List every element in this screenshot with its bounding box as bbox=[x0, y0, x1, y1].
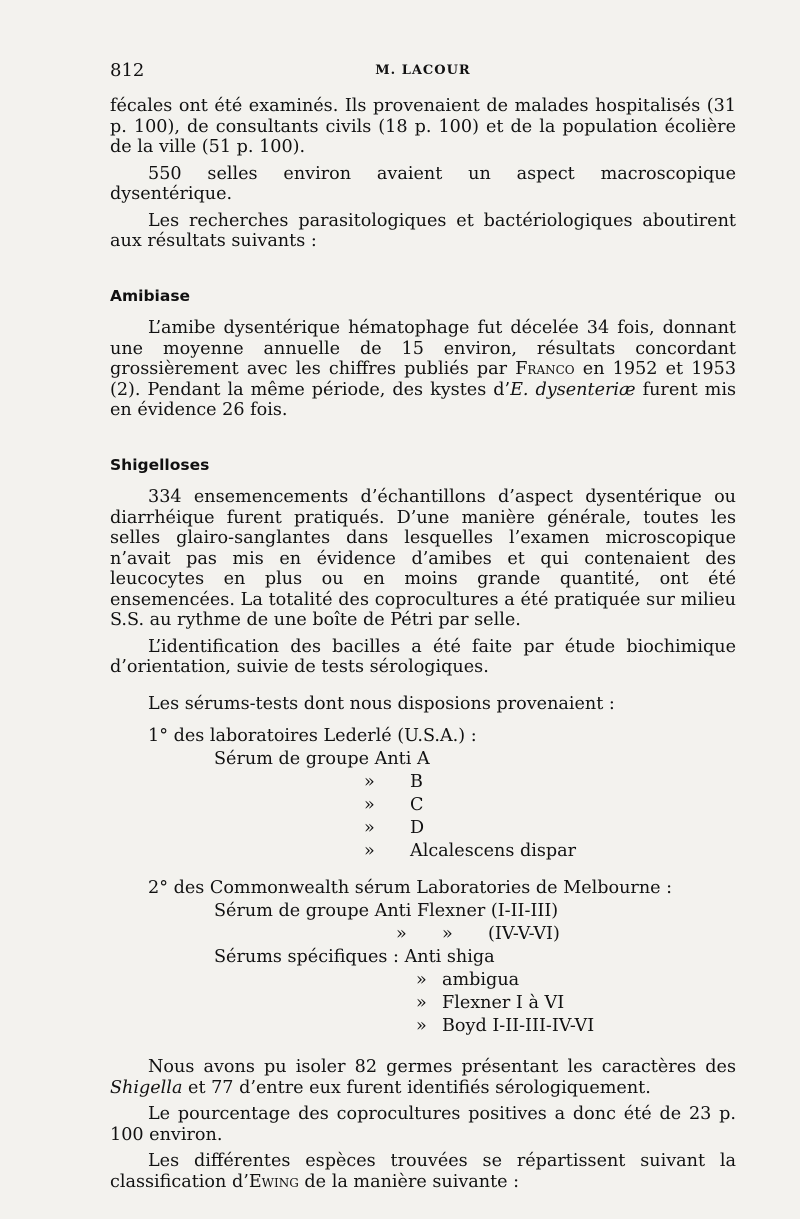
ditto-mark: » bbox=[364, 841, 375, 861]
ditto-mark: » bbox=[442, 924, 453, 944]
serum-list-lederle bbox=[110, 726, 736, 864]
list-item-label: (IV-V-VI) bbox=[488, 924, 560, 944]
paragraph: Les recherches parasitologiques et bactériologiques aboutirent aux résultats suivants : bbox=[110, 210, 736, 251]
list-item bbox=[110, 818, 736, 841]
species-name: E. dysenteriæ bbox=[510, 379, 636, 400]
list-item bbox=[110, 795, 736, 818]
text: et 77 d’entre eux furent identifiés sérologiquement. bbox=[188, 1077, 651, 1098]
list-item: Sérums spécifiques : Anti shiga bbox=[214, 947, 495, 967]
text: Les différentes espèces trouvées se répartissent suivant la classification d’ bbox=[110, 1151, 736, 1192]
ditto-mark: » bbox=[416, 970, 427, 990]
section-heading-amibiase: Amibiase bbox=[110, 286, 191, 305]
list-item bbox=[110, 772, 736, 795]
list-intro: 2° des Commonwealth sérum Laboratories de Melbourne : bbox=[148, 878, 673, 898]
paragraph: fécales ont été examinés. Ils provenaient de malades hospitalisés (31 p. 100), de consultants civils (18 p. 100) et de la population écolière de la ville (51 p. 100). bbox=[110, 96, 736, 157]
paragraph: Le pourcentage des coprocultures positives a donc été de 23 p. 100 environ. bbox=[110, 1104, 736, 1145]
list-intro: 1° des laboratoires Lederlé (U.S.A.) : bbox=[148, 726, 477, 746]
ditto-mark: » bbox=[364, 795, 375, 815]
paragraph: 550 selles environ avaient un aspect macroscopique dysentérique. bbox=[110, 163, 736, 204]
list-item-label: Alcalescens dispar bbox=[410, 841, 577, 861]
page-header bbox=[110, 60, 736, 84]
list-item-label: C bbox=[410, 795, 424, 815]
author-name: Franco bbox=[515, 359, 575, 379]
list-item-label: D bbox=[410, 818, 425, 838]
paragraph-amibiase bbox=[110, 318, 736, 421]
paragraph: L’identification des bacilles a été faite par étude biochimique d’orientation, suivie de tests sérologiques. bbox=[110, 636, 736, 677]
page-body bbox=[110, 96, 736, 1192]
list-item-label: B bbox=[410, 772, 423, 792]
text: en 1952 et 1953 (2). Pendant la même période, des kystes d’ bbox=[110, 359, 737, 400]
genus-name: Shigella bbox=[110, 1077, 183, 1098]
list-item-label: Flexner I à VI bbox=[442, 993, 565, 1013]
text: de la manière suivante : bbox=[304, 1171, 520, 1192]
list-item bbox=[110, 841, 736, 864]
text: furent mis en évidence 26 fois. bbox=[110, 379, 737, 420]
list-item bbox=[110, 970, 736, 993]
list-item: Sérum de groupe Anti Flexner (I-II-III) bbox=[214, 901, 559, 921]
author-name: Ewing bbox=[248, 1171, 299, 1192]
list-item bbox=[110, 1016, 736, 1039]
ditto-mark: » bbox=[396, 924, 407, 944]
ditto-mark: » bbox=[416, 1016, 427, 1036]
running-head: M. LACOUR bbox=[375, 63, 471, 78]
ditto-mark: » bbox=[364, 772, 375, 792]
ditto-mark: » bbox=[416, 993, 427, 1013]
paragraph bbox=[110, 1151, 736, 1192]
list-item: Sérum de groupe Anti A bbox=[214, 749, 430, 769]
ditto-mark: » bbox=[364, 818, 375, 838]
text: L’amibe dysentérique hématophage fut décelée 34 fois, donnant une moyenne annuelle de 15 environ, résultats concordant grossièrement avec les chiffres publiés par bbox=[110, 318, 736, 379]
text: Nous avons pu isoler 82 germes présentant les caractères des bbox=[148, 1057, 736, 1077]
paragraph: 334 ensemencements d’échantillons d’aspect dysentérique ou diarrhéique furent pratiqués. D’une manière générale, toutes les selles glairo-sanglantes dans lesquelles l’examen microscopique n’avait pas mis en évidence d’amibes et qui contenaient des leucocytes en plus ou en moins grande quantité, ont été ensemencées. La totalité des coprocultures a été pratiquée sur milieu S.S. au rythme de une boîte de Pétri par selle. bbox=[110, 487, 736, 630]
paragraph: Les sérums-tests dont nous disposions provenaient : bbox=[148, 693, 615, 714]
paragraph bbox=[110, 1057, 736, 1098]
page-number: 812 bbox=[110, 60, 145, 81]
list-item bbox=[110, 993, 736, 1016]
list-item-label: Boyd I-II-III-IV-VI bbox=[442, 1016, 595, 1036]
list-item-label: ambigua bbox=[442, 970, 520, 990]
list-item bbox=[110, 924, 736, 947]
serum-list-melbourne bbox=[110, 878, 736, 1039]
section-heading-shigelloses: Shigelloses bbox=[110, 455, 210, 474]
